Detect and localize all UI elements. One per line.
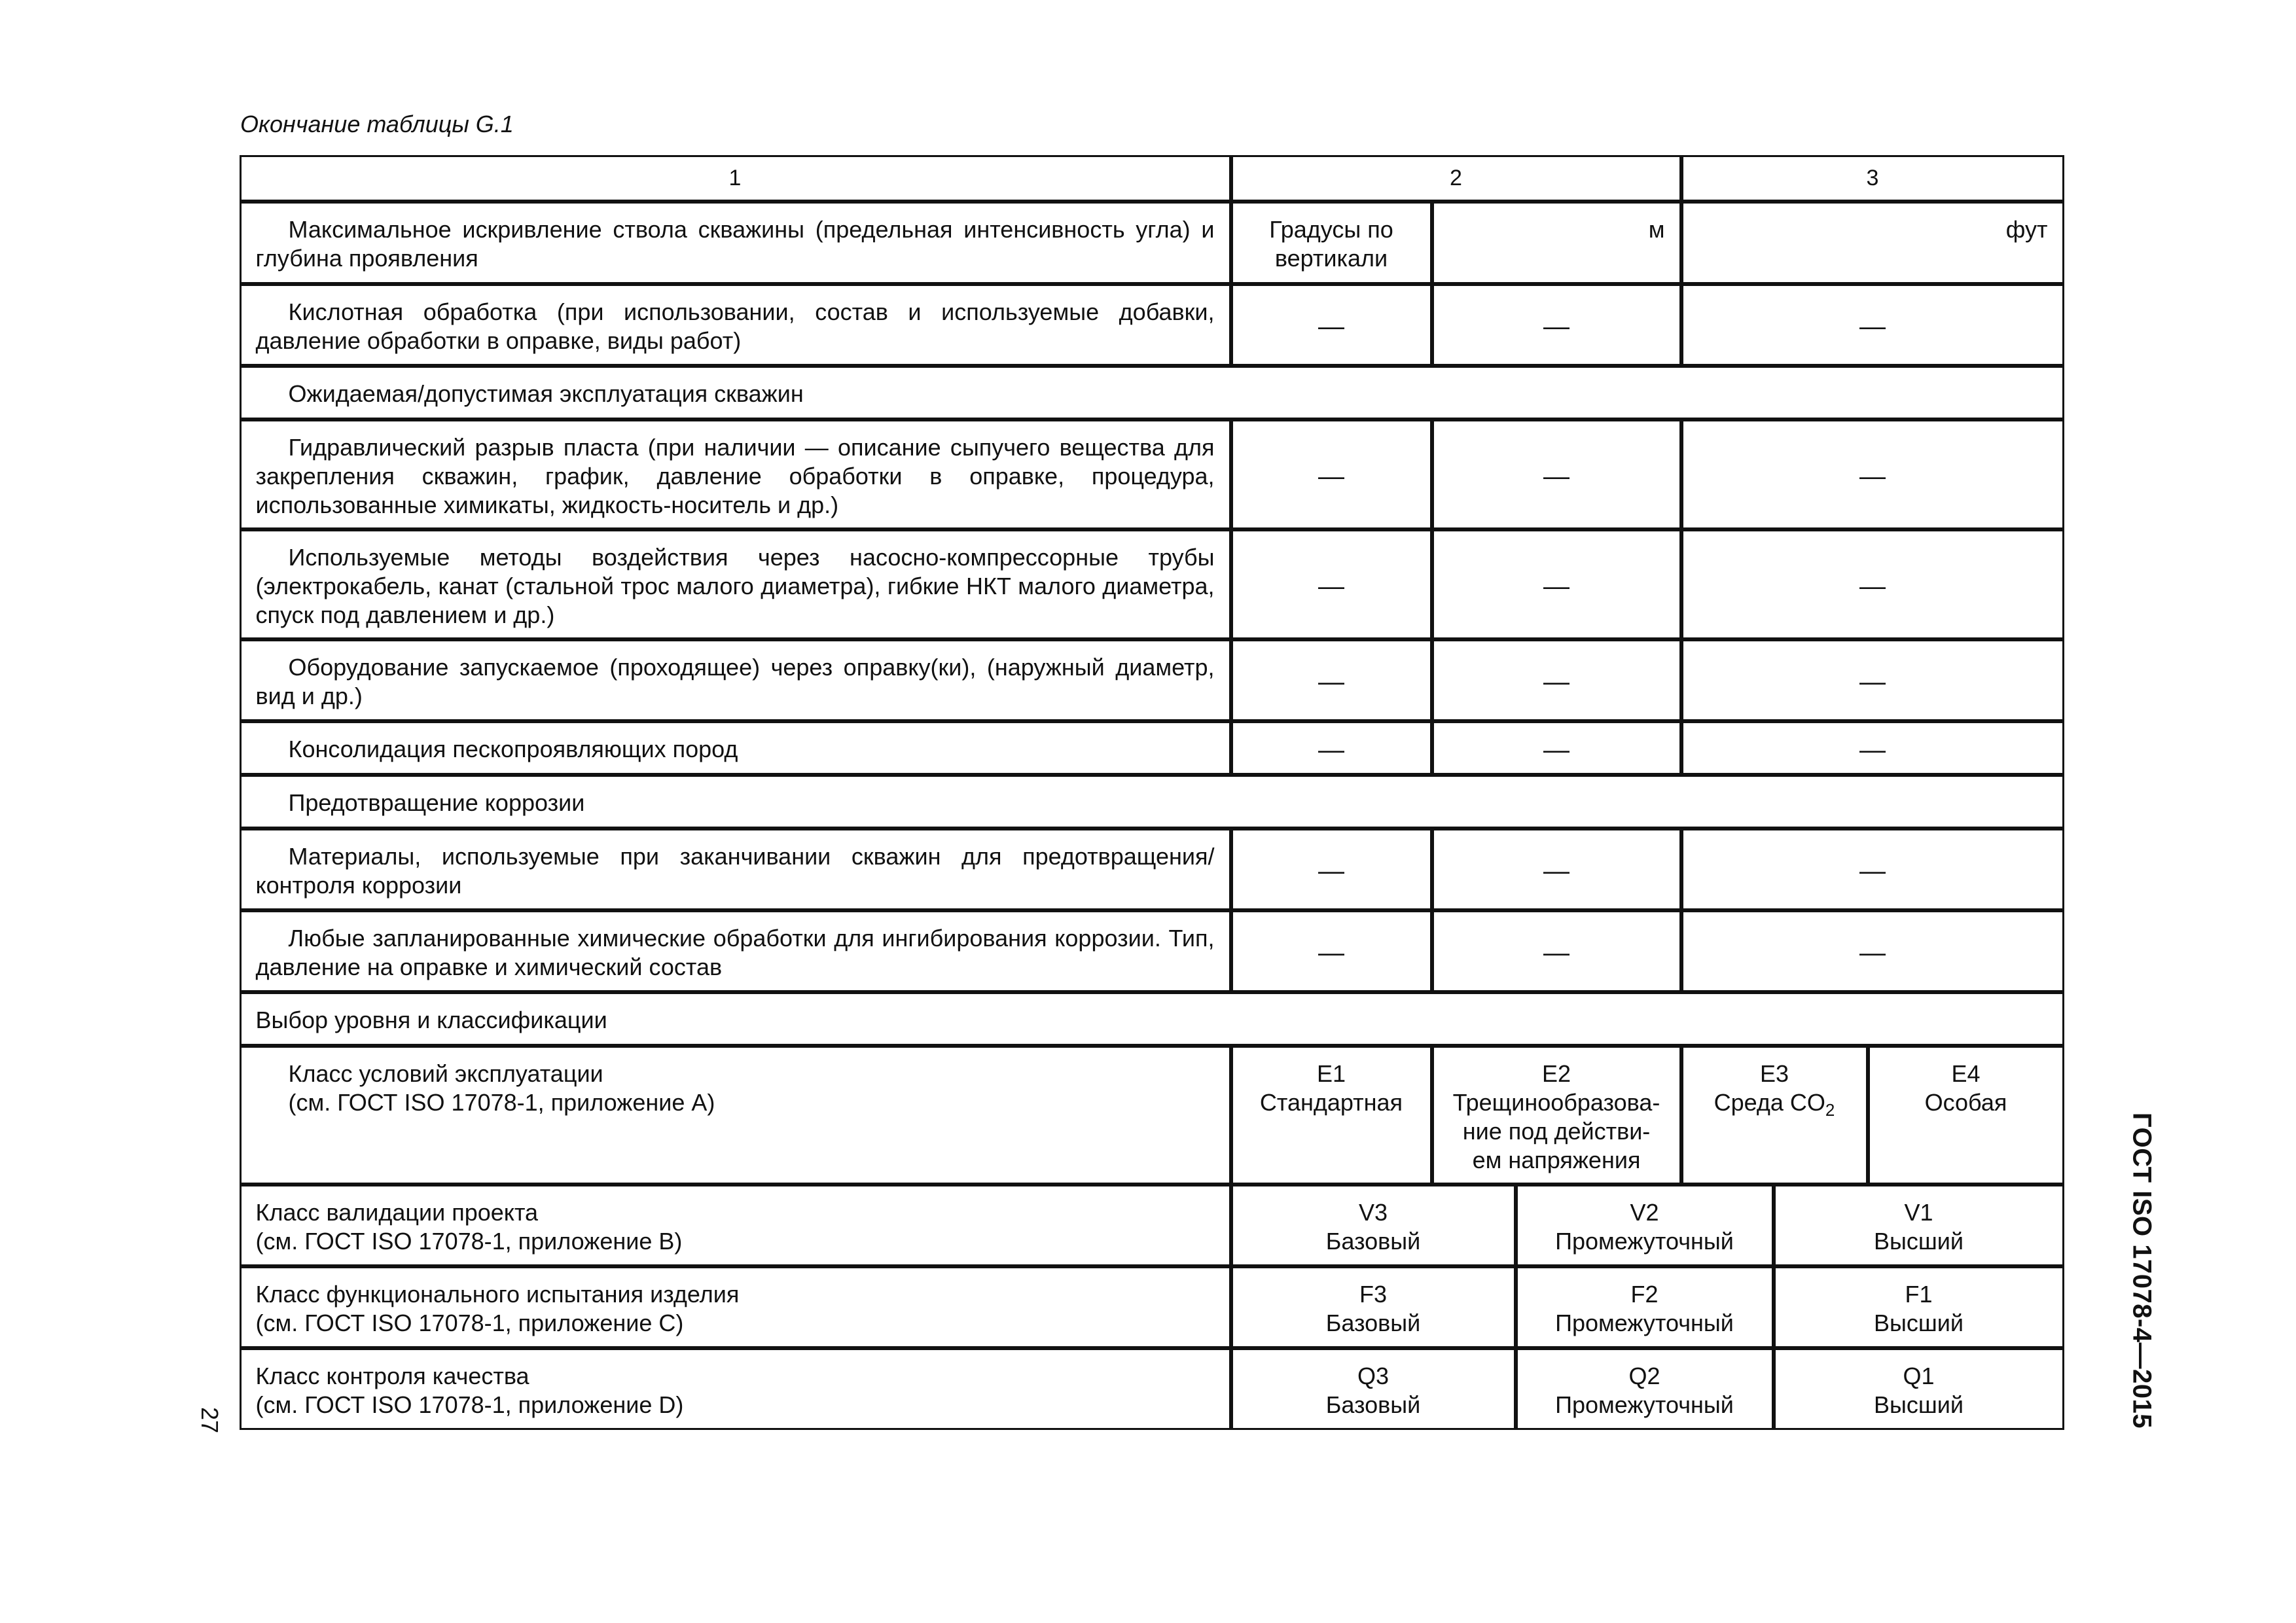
row-corrosion-chemical-label: Любые запланированные химические обработки для ингибирования коррозии. Тип, давление на оправке и химический состав bbox=[240, 910, 1231, 992]
row-acid-treatment-col3: — bbox=[1681, 284, 2064, 366]
quality-control-q2 bbox=[1516, 1348, 1774, 1430]
quality-control-q3 bbox=[1231, 1348, 1516, 1430]
row-max-curvature-unit-m: м bbox=[1432, 202, 1681, 284]
row-equipment-through-mandrel-label: Оборудование запускаемое (проходящее) через оправку(ки), (наружный диаметр, вид и др.) bbox=[240, 639, 1231, 721]
quality-control-q3-name: Базовый bbox=[1325, 1391, 1421, 1418]
functional-testing-f1-code: F1 bbox=[1905, 1280, 1933, 1308]
row-corrosion-chemical-col3: — bbox=[1681, 910, 2064, 992]
service-class-e3-code: E3 bbox=[1759, 1060, 1789, 1087]
row-quality-control-label bbox=[240, 1348, 1231, 1430]
row-functional-testing-label bbox=[240, 1266, 1231, 1348]
row-functional-testing-ref: (см. ГОСТ ISO 17078-1, приложение С) bbox=[255, 1309, 684, 1336]
row-service-class-ref: (см. ГОСТ ISO 17078-1, приложение А) bbox=[288, 1088, 715, 1116]
quality-control-q1 bbox=[1774, 1348, 2064, 1430]
row-max-curvature-unit-degrees: Градусы по вертикали bbox=[1231, 202, 1432, 284]
service-class-e4-name: Особая bbox=[1924, 1088, 2007, 1116]
service-class-e3 bbox=[1681, 1046, 1868, 1185]
row-max-curvature-label: Максимальное искривление ствола скважины (предельная интенсивность угла) и глубина проявления bbox=[240, 202, 1231, 284]
design-validation-v2-code: V2 bbox=[1630, 1198, 1659, 1226]
row-equipment-through-mandrel-col2a: — bbox=[1231, 639, 1432, 721]
design-validation-v1-name: Высший bbox=[1874, 1227, 1964, 1255]
service-class-e3-name: Среда $CO_2$ bbox=[1713, 1088, 1835, 1120]
functional-testing-f2 bbox=[1516, 1266, 1774, 1348]
design-validation-v2 bbox=[1516, 1185, 1774, 1266]
service-class-e2-name: Трещинообразова- ние под действи- ем напряжения bbox=[1452, 1088, 1660, 1173]
service-class-e1-name: Стандартная bbox=[1259, 1088, 1403, 1116]
row-sand-consolidation-col2a: — bbox=[1231, 721, 1432, 775]
header-col-1: 1 bbox=[240, 155, 1231, 202]
section-expected-operation: Ожидаемая/допустимая эксплуатация скважин bbox=[240, 366, 2064, 419]
design-validation-v3 bbox=[1231, 1185, 1516, 1266]
row-tubing-methods-col3: — bbox=[1681, 529, 2064, 639]
quality-control-q2-code: Q2 bbox=[1628, 1362, 1660, 1389]
functional-testing-f3-code: F3 bbox=[1359, 1280, 1387, 1308]
service-class-e4-code: E4 bbox=[1951, 1060, 1981, 1087]
document-code: ГОСТ ISO 17078-4—2015 bbox=[2127, 1113, 2157, 1429]
design-validation-v2-name: Промежуточный bbox=[1555, 1227, 1734, 1255]
page-number: 27 bbox=[196, 1406, 223, 1434]
table-caption: Окончание таблицы G.1 bbox=[240, 111, 514, 137]
row-service-class-title: Класс условий эксплуатации bbox=[288, 1060, 603, 1087]
design-validation-v1 bbox=[1774, 1185, 2064, 1266]
row-corrosion-materials-label: Материалы, используемые при заканчивании скважин для предотвращения/контроля коррозии bbox=[240, 829, 1231, 910]
row-equipment-through-mandrel-col2b: — bbox=[1432, 639, 1681, 721]
row-corrosion-materials-col2b: — bbox=[1432, 829, 1681, 910]
functional-testing-f2-name: Промежуточный bbox=[1555, 1309, 1734, 1336]
row-design-validation-title: Класс валидации проекта bbox=[255, 1198, 539, 1226]
functional-testing-f1-name: Высший bbox=[1874, 1309, 1964, 1336]
header-col-3: 3 bbox=[1681, 155, 2064, 202]
quality-control-q1-name: Высший bbox=[1874, 1391, 1964, 1418]
row-design-validation-label bbox=[240, 1185, 1231, 1266]
row-tubing-methods-col2a: — bbox=[1231, 529, 1432, 639]
header-col-2: 2 bbox=[1231, 155, 1681, 202]
row-sand-consolidation-col2b: — bbox=[1432, 721, 1681, 775]
row-max-curvature-unit-ft: фут bbox=[1681, 202, 2064, 284]
row-hydraulic-fracturing-col2a: — bbox=[1231, 419, 1432, 529]
row-hydraulic-fracturing-col2b: — bbox=[1432, 419, 1681, 529]
service-class-e4 bbox=[1868, 1046, 2064, 1185]
functional-testing-f3 bbox=[1231, 1266, 1516, 1348]
row-corrosion-chemical-col2b: — bbox=[1432, 910, 1681, 992]
service-class-e1-code: E1 bbox=[1316, 1060, 1346, 1087]
service-class-e2 bbox=[1432, 1046, 1681, 1185]
row-acid-treatment-col2b: — bbox=[1432, 284, 1681, 366]
row-quality-control-title: Класс контроля качества bbox=[255, 1362, 529, 1389]
row-sand-consolidation-col3: — bbox=[1681, 721, 2064, 775]
row-hydraulic-fracturing-label: Гидравлический разрыв пласта (при наличии — описание сыпучего вещества для закрепления скважин, график, давление обработки в оправке, процедура, использованные химикаты, жидкость-носитель и др.) bbox=[240, 419, 1231, 529]
quality-control-q2-name: Промежуточный bbox=[1555, 1391, 1734, 1418]
row-design-validation-ref: (см. ГОСТ ISO 17078-1, приложение В) bbox=[255, 1227, 683, 1255]
row-quality-control-ref: (см. ГОСТ ISO 17078-1, приложение D) bbox=[255, 1391, 684, 1418]
row-sand-consolidation-label: Консолидация пескопроявляющих пород bbox=[240, 721, 1231, 775]
service-class-e2-code: E2 bbox=[1541, 1060, 1571, 1087]
design-validation-v1-code: V1 bbox=[1904, 1198, 1933, 1226]
row-corrosion-chemical-col2a: — bbox=[1231, 910, 1432, 992]
section-level-selection: Выбор уровня и классификации bbox=[240, 992, 2064, 1046]
row-functional-testing-title: Класс функционального испытания изделия bbox=[255, 1280, 740, 1308]
row-equipment-through-mandrel-col3: — bbox=[1681, 639, 2064, 721]
design-validation-v3-name: Базовый bbox=[1325, 1227, 1421, 1255]
service-class-e1 bbox=[1231, 1046, 1432, 1185]
quality-control-q1-code: Q1 bbox=[1903, 1362, 1935, 1389]
functional-testing-f1 bbox=[1774, 1266, 2064, 1348]
quality-control-q3-code: Q3 bbox=[1357, 1362, 1390, 1389]
functional-testing-f2-code: F2 bbox=[1630, 1280, 1659, 1308]
row-tubing-methods-label: Используемые методы воздействия через насосно-компрессорные трубы (электрокабель, канат (стальной трос малого диаметра), гибкие НКТ малого диаметра, спуск под давлением и др.) bbox=[240, 529, 1231, 639]
design-validation-v3-code: V3 bbox=[1358, 1198, 1388, 1226]
row-tubing-methods-col2b: — bbox=[1432, 529, 1681, 639]
row-acid-treatment-label: Кислотная обработка (при использовании, состав и используемые добавки, давление обработки в оправке, виды работ) bbox=[240, 284, 1231, 366]
row-acid-treatment-col2a: — bbox=[1231, 284, 1432, 366]
row-hydraulic-fracturing-col3: — bbox=[1681, 419, 2064, 529]
section-corrosion-prevention: Предотвращение коррозии bbox=[240, 775, 2064, 829]
functional-testing-f3-name: Базовый bbox=[1325, 1309, 1421, 1336]
row-corrosion-materials-col2a: — bbox=[1231, 829, 1432, 910]
row-corrosion-materials-col3: — bbox=[1681, 829, 2064, 910]
row-service-class-label bbox=[240, 1046, 1231, 1185]
